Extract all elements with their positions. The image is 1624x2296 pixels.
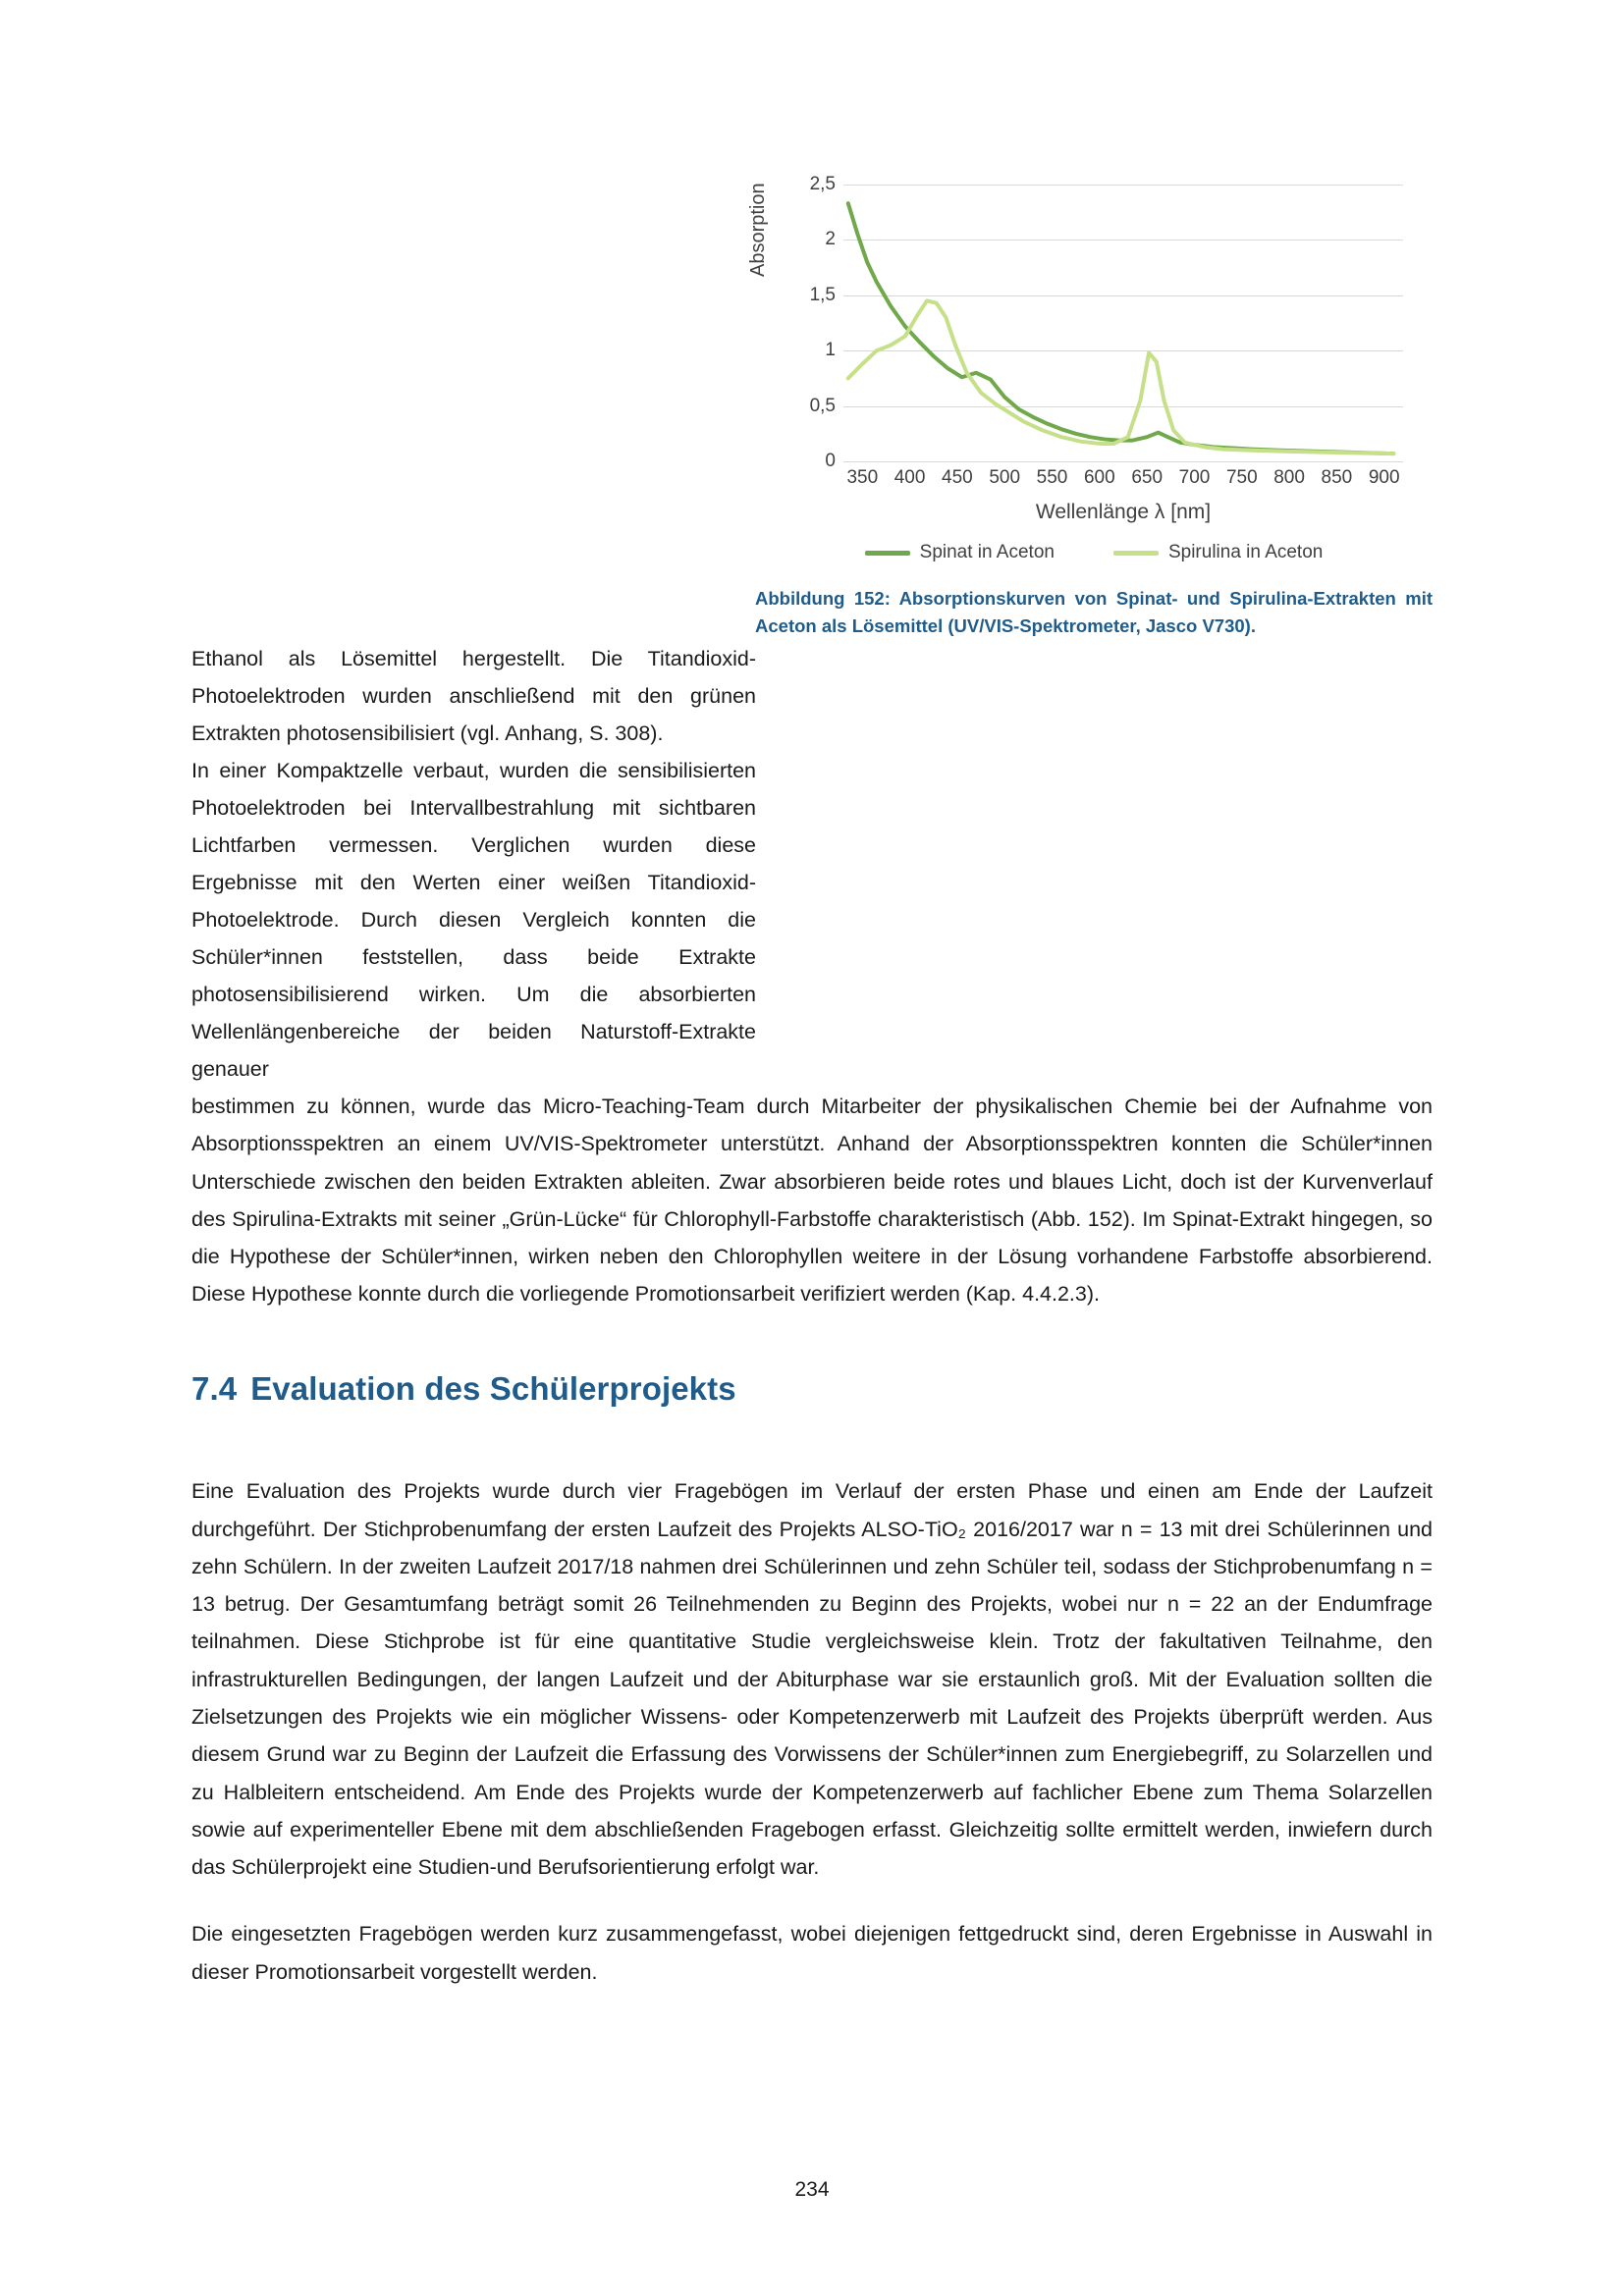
paragraph: Ethanol als Lösemittel hergestellt. Die Titandioxid-Photoelektroden wurden anschließend mit den grünen Extrakten photosensibilisiert (vgl. Anhang, S. 308). xyxy=(191,646,756,745)
page-title xyxy=(191,1361,1433,1418)
series-line-spirulina xyxy=(848,300,1394,454)
chart-y-ticks xyxy=(785,167,836,471)
series-line-spinat xyxy=(848,203,1394,454)
section-title: Evaluation des Schülerprojekts xyxy=(250,1369,736,1407)
x-tick-350: 350 xyxy=(846,467,879,488)
legend-swatch-icon xyxy=(865,551,910,556)
y-tick-5: 2,5 xyxy=(809,174,836,194)
paragraph: Die eingesetzten Fragebögen werden kurz zusammengefasst, wobei diejenigen fettgedruckt sind, deren Ergebnisse in Auswahl in dieser Promotionsarbeit vorgestellt werden. xyxy=(191,1922,1433,1984)
x-tick-550: 550 xyxy=(1036,467,1068,488)
legend-label-spinat: Spinat in Aceton xyxy=(919,542,1055,562)
x-tick-900: 900 xyxy=(1368,467,1400,488)
chart-plot-area xyxy=(843,185,1403,461)
legend-swatch-icon xyxy=(1113,551,1159,556)
x-tick-400: 400 xyxy=(893,467,926,488)
y-tick-2: 1 xyxy=(825,340,836,361)
chart-legend xyxy=(755,542,1433,563)
absorption-chart xyxy=(747,167,1433,523)
chart-x-axis-title: Wellenlänge λ [nm] xyxy=(1035,501,1212,523)
legend-label-spirulina: Spirulina in Aceton xyxy=(1167,542,1324,562)
figure-152 xyxy=(747,167,1433,640)
y-tick-4: 2 xyxy=(825,229,836,250)
section-body xyxy=(191,1472,1433,1990)
chart-y-axis-title: Absorption xyxy=(747,183,769,277)
x-tick-500: 500 xyxy=(989,467,1021,488)
body-text xyxy=(191,1088,1433,1991)
legend-item-spirulina xyxy=(1113,542,1323,563)
x-tick-450: 450 xyxy=(942,467,973,488)
chart-series-svg xyxy=(843,185,1403,461)
x-tick-750: 750 xyxy=(1225,467,1258,488)
y-tick-3: 1,5 xyxy=(809,284,836,305)
left-text-column xyxy=(191,640,756,1089)
legend-item-spinat xyxy=(865,542,1055,563)
figure-caption: Abbildung 152: Absorptionskurven von Spinat- und Spirulina-Extrakten mit Aceton als Lösemittel (UV/VIS-Spektrometer, Jasco V730). xyxy=(755,588,1433,636)
chart-x-ticks xyxy=(843,467,1403,493)
paragraph: bestimmen zu können, wurde das Micro-Teaching-Team durch Mitarbeiter der physikalischen Chemie bei der Aufnahme von Absorptionsspektren an einem UV/VIS-Spektrometer unterstützt. Anhand der Absorptionsspektren konnten die Schüler*innen Unterschiede zwischen den beiden Extrakten ableiten. Zwar absorbieren beide rotes und blaues Licht, doch ist der Kurvenverlauf des Spirulina-Extrakts mit seiner „Grün-Lücke“ für Chlorophyll-Farbstoffe charakteristisch (Abb. 152). Im Spinat-Extrakt hingegen, so die Hypothese der Schüler*innen, wirken neben den Chlorophyllen weitere in der Lösung vorhandene Farbstoffe absorbierend. Diese Hypothese konnte durch die vorliegende Promotionsarbeit verifiziert werden (Kap. 4.4.2.3). xyxy=(191,1095,1433,1307)
paragraph: In einer Kompaktzelle verbaut, wurden die sensibilisierten Photoelektroden bei Intervallbestrahlung mit sichtbaren Lichtfarben vermessen. Verglichen wurden diese Ergebnisse mit den Werten einer weißen Titandioxid-Photoelektrode. Durch diesen Vergleich konnten die Schüler*innen feststellen, dass beide Extrakte photosensibilisierend wirken. Um die absorbierten Wellenlängenbereiche der beiden Naturstoff-Extrakte genauer xyxy=(191,758,756,1082)
x-tick-700: 700 xyxy=(1178,467,1211,488)
y-tick-0: 0 xyxy=(825,451,836,471)
x-tick-850: 850 xyxy=(1321,467,1353,488)
section-number: 7.4 xyxy=(191,1369,238,1407)
y-tick-1: 0,5 xyxy=(809,395,836,416)
x-tick-650: 650 xyxy=(1131,467,1164,488)
paragraph: Eine Evaluation des Projekts wurde durch vier Fragebögen im Verlauf der ersten Phase und einen am Ende der Laufzeit durchgeführt. Der Stichprobenumfang der ersten Laufzeit des Projekts ALSO-TiO₂ 2016/2017 war n = 13 mit drei Schülerinnen und zehn Schülern. In der zweiten Laufzeit 2017/18 nahmen drei Schülerinnen und zehn Schüler teil, sodass der Stichprobenumfang n = 13 betrug. Der Gesamtumfang beträgt somit 26 Teilnehmenden zu Beginn des Projekts, wobei nur n = 22 an der Endumfrage teilnahmen. Diese Stichprobe ist für eine quantitative Studie vergleichsweise klein. Trotz der fakultativen Teilnahme, den infrastrukturellen Bedingungen, der langen Laufzeit und der Abiturphase war sie erstaunlich groß. Mit der Evaluation sollten die Zielsetzungen des Projekts wie ein möglicher Wissens- oder Kompetenzerwerb mit Laufzeit des Projekts überprüft werden. Aus diesem Grund war zu Beginn der Laufzeit die Erfassung des Vorwissens der Schüler*innen zum Energiebegriff, zu Solarzellen und zu Halbleitern entscheidend. Am Ende des Projekts wurde der Kompetenzerwerb auf fachlicher Ebene zum Thema Solarzellen sowie auf experimenteller Ebene mit dem abschließenden Fragebogen erfasst. Gleichzeitig sollte ermittelt werden, inwiefern durch das Schülerprojekt eine Studien-und Berufsorientierung erfolgt war. xyxy=(191,1479,1433,1880)
x-tick-600: 600 xyxy=(1083,467,1115,488)
gridline xyxy=(843,461,1403,462)
x-tick-800: 800 xyxy=(1273,467,1305,488)
page-number: 234 xyxy=(794,2178,830,2201)
